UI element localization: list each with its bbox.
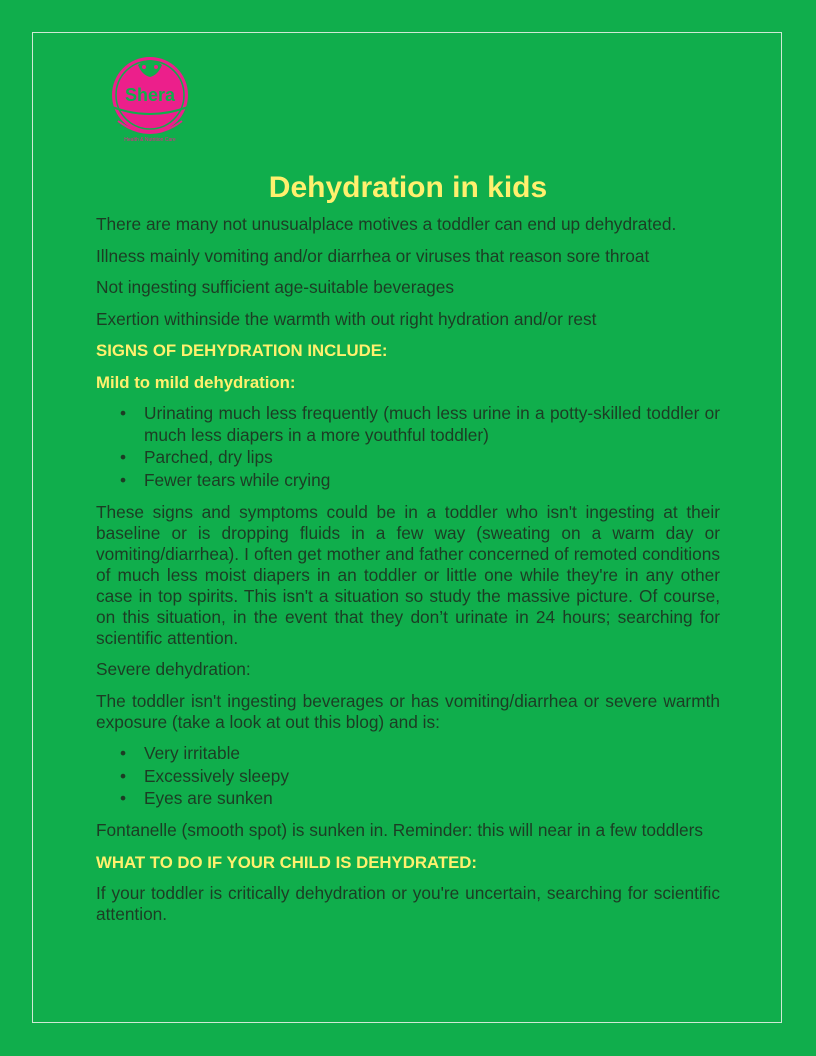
mild-heading: Mild to mild dehydration: <box>96 372 296 392</box>
list-item: • Eyes are sunken <box>144 788 720 810</box>
article <box>96 170 720 936</box>
intro-line: Illness mainly vomiting and/or diarrhea or viruses that reason sore throat <box>96 245 650 266</box>
svg-text:Health & Nutrition Care: Health & Nutrition Care <box>124 137 176 143</box>
page-title: Dehydration in kids <box>268 171 548 204</box>
severe-list <box>96 743 720 810</box>
intro-line: Exertion withinside the warmth with out right hydration and/or rest <box>96 308 597 329</box>
list-item: • Fewer tears while crying <box>144 470 720 492</box>
list-item: • Very irritable <box>144 743 720 765</box>
intro-line: Not ingesting sufficient age-suitable beverages <box>96 277 455 297</box>
intro-line: There are many not unusualplace motives a toddler can end up dehydrated. <box>96 214 677 234</box>
severe-paragraph: The toddler isn't ingesting beverages or has vomiting/diarrhea or severe warmth exposure (take a look at out this blog) and is: <box>96 690 720 732</box>
mild-list <box>96 403 720 491</box>
list-item: • Urinating much less frequently (much less urine in a potty-skilled toddler or much less diapers in a more youthful toddler) <box>144 403 720 446</box>
fontanelle-paragraph: Fontanelle (smooth spot) is sunken in. Reminder: this will near in a few toddlers <box>96 820 704 840</box>
mild-paragraph: These signs and symptoms could be in a toddler who isn't ingesting at their baseline or is dropping fluids in a few way (sweating on a warm day or vomiting/diarrhea). I often get mother and father concerned of remoted conditions of much less moist diapers in an toddler or little one while they're in any other case in top spirits. This isn't a situation so study the massive picture. Of course, on this situation, in the event that they don’t urinate in 24 hours; searching for scientific attention. <box>96 501 720 648</box>
signs-heading: SIGNS OF DEHYDRATION INCLUDE: <box>96 341 388 360</box>
list-item: • Excessively sleepy <box>144 766 720 788</box>
list-item: • Parched, dry lips <box>144 447 720 469</box>
todo-heading: WHAT TO DO IF YOUR CHILD IS DEHYDRATED: <box>96 852 477 872</box>
todo-paragraph: If your toddler is critically dehydration or you're uncertain, searching for scientific attention. <box>96 883 720 924</box>
svg-text:Shera: Shera <box>124 85 176 105</box>
shera-logo <box>104 49 196 149</box>
severe-heading: Severe dehydration: <box>96 659 251 679</box>
